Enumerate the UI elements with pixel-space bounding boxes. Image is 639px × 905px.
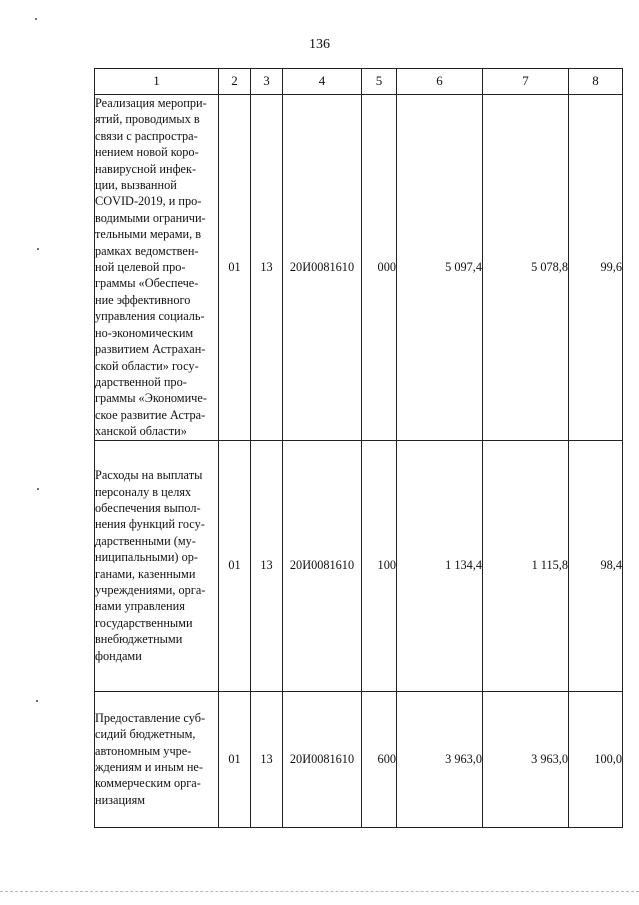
description-line: ятий, проводимых в [95,112,200,127]
description-line: учреждениями, орга- [95,582,206,597]
scan-speck [35,18,37,20]
description-line: персоналу в целях [95,484,192,499]
description-line: дарственной про- [95,374,187,389]
table-row [95,440,623,691]
header-cell: 4 [283,69,362,95]
description-line: ной целевой про- [95,260,186,275]
row-description [95,440,219,691]
description-line: коммерческим орга- [95,776,201,791]
description-line: ции, вызванной [95,178,177,193]
subsection-code: 13 [251,440,283,691]
planned-amount: 5 097,4 [397,95,483,441]
description-line: нами управления [95,599,185,614]
description-line: ское развитие Астра- [95,407,206,422]
description-line: ской области» госу- [95,358,199,373]
execution-percent: 99,6 [569,95,623,441]
description-line: внебюджетными [95,632,183,647]
budget-table [94,68,623,828]
description-line: связи с распростра- [95,128,198,143]
description-line: государственными [95,615,193,630]
actual-amount: 3 963,0 [483,691,569,827]
expense-type-code: 000 [362,95,397,441]
header-cell: 2 [219,69,251,95]
section-code: 01 [219,95,251,441]
section-code: 01 [219,691,251,827]
description-line: тельными мерами, в [95,227,202,242]
description-line: рамках ведомствен- [95,243,199,258]
subsection-code: 13 [251,691,283,827]
header-cell: 6 [397,69,483,95]
expense-type-code: 100 [362,440,397,691]
actual-amount: 5 078,8 [483,95,569,441]
table-row [95,95,623,441]
description-line: ниципальными) ор- [95,550,198,565]
header-row [95,69,623,95]
description-line: нения функций госу- [95,517,205,532]
description-line: фондами [95,648,142,663]
description-line: автономным учре- [95,743,192,758]
header-cell: 1 [95,69,219,95]
description-line: низациям [95,792,146,807]
page-number: 136 [309,37,330,52]
target-article-code: 20И0081610 [283,691,362,827]
description-line: нением новой коро- [95,145,199,160]
scan-speck [36,700,38,702]
description-line: водимыми ограничи- [95,210,206,225]
description-line: сидий бюджетным, [95,727,196,742]
header-cell: 3 [251,69,283,95]
row-description [95,95,219,441]
row-description [95,691,219,827]
description-line: ганами, казенными [95,566,196,581]
scan-bottom-edge [0,891,639,892]
description-line: управления социаль- [95,309,205,324]
table-row [95,691,623,827]
section-code: 01 [219,440,251,691]
description-line: COVID-2019, и про- [95,194,202,209]
planned-amount: 3 963,0 [397,691,483,827]
header-cell: 7 [483,69,569,95]
planned-amount: 1 134,4 [397,440,483,691]
subsection-code: 13 [251,95,283,441]
target-article-code: 20И0081610 [283,440,362,691]
description-line: Реализация меропри- [95,96,207,110]
description-line: ханской области» [95,424,187,439]
execution-percent: 98,4 [569,440,623,691]
header-cell: 5 [362,69,397,95]
scan-speck [37,488,39,490]
description-line: ждениям и иным не- [95,760,203,775]
description-line: ние эффективного [95,292,191,307]
header-cell: 8 [569,69,623,95]
description-line: граммы «Экономиче- [95,391,207,406]
expense-type-code: 600 [362,691,397,827]
description-line: обеспечения выпол- [95,500,201,515]
description-line: Расходы на выплаты [95,468,203,483]
description-line: Предоставление суб- [95,710,206,725]
description-line: развитием Астрахан- [95,342,206,357]
actual-amount: 1 115,8 [483,440,569,691]
description-line: граммы «Обеспече- [95,276,199,291]
description-line: но-экономическим [95,325,194,340]
target-article-code: 20И0081610 [283,95,362,441]
scan-speck [37,248,39,250]
description-line: дарственными (му- [95,533,196,548]
description-line: навирусной инфек- [95,161,197,176]
execution-percent: 100,0 [569,691,623,827]
